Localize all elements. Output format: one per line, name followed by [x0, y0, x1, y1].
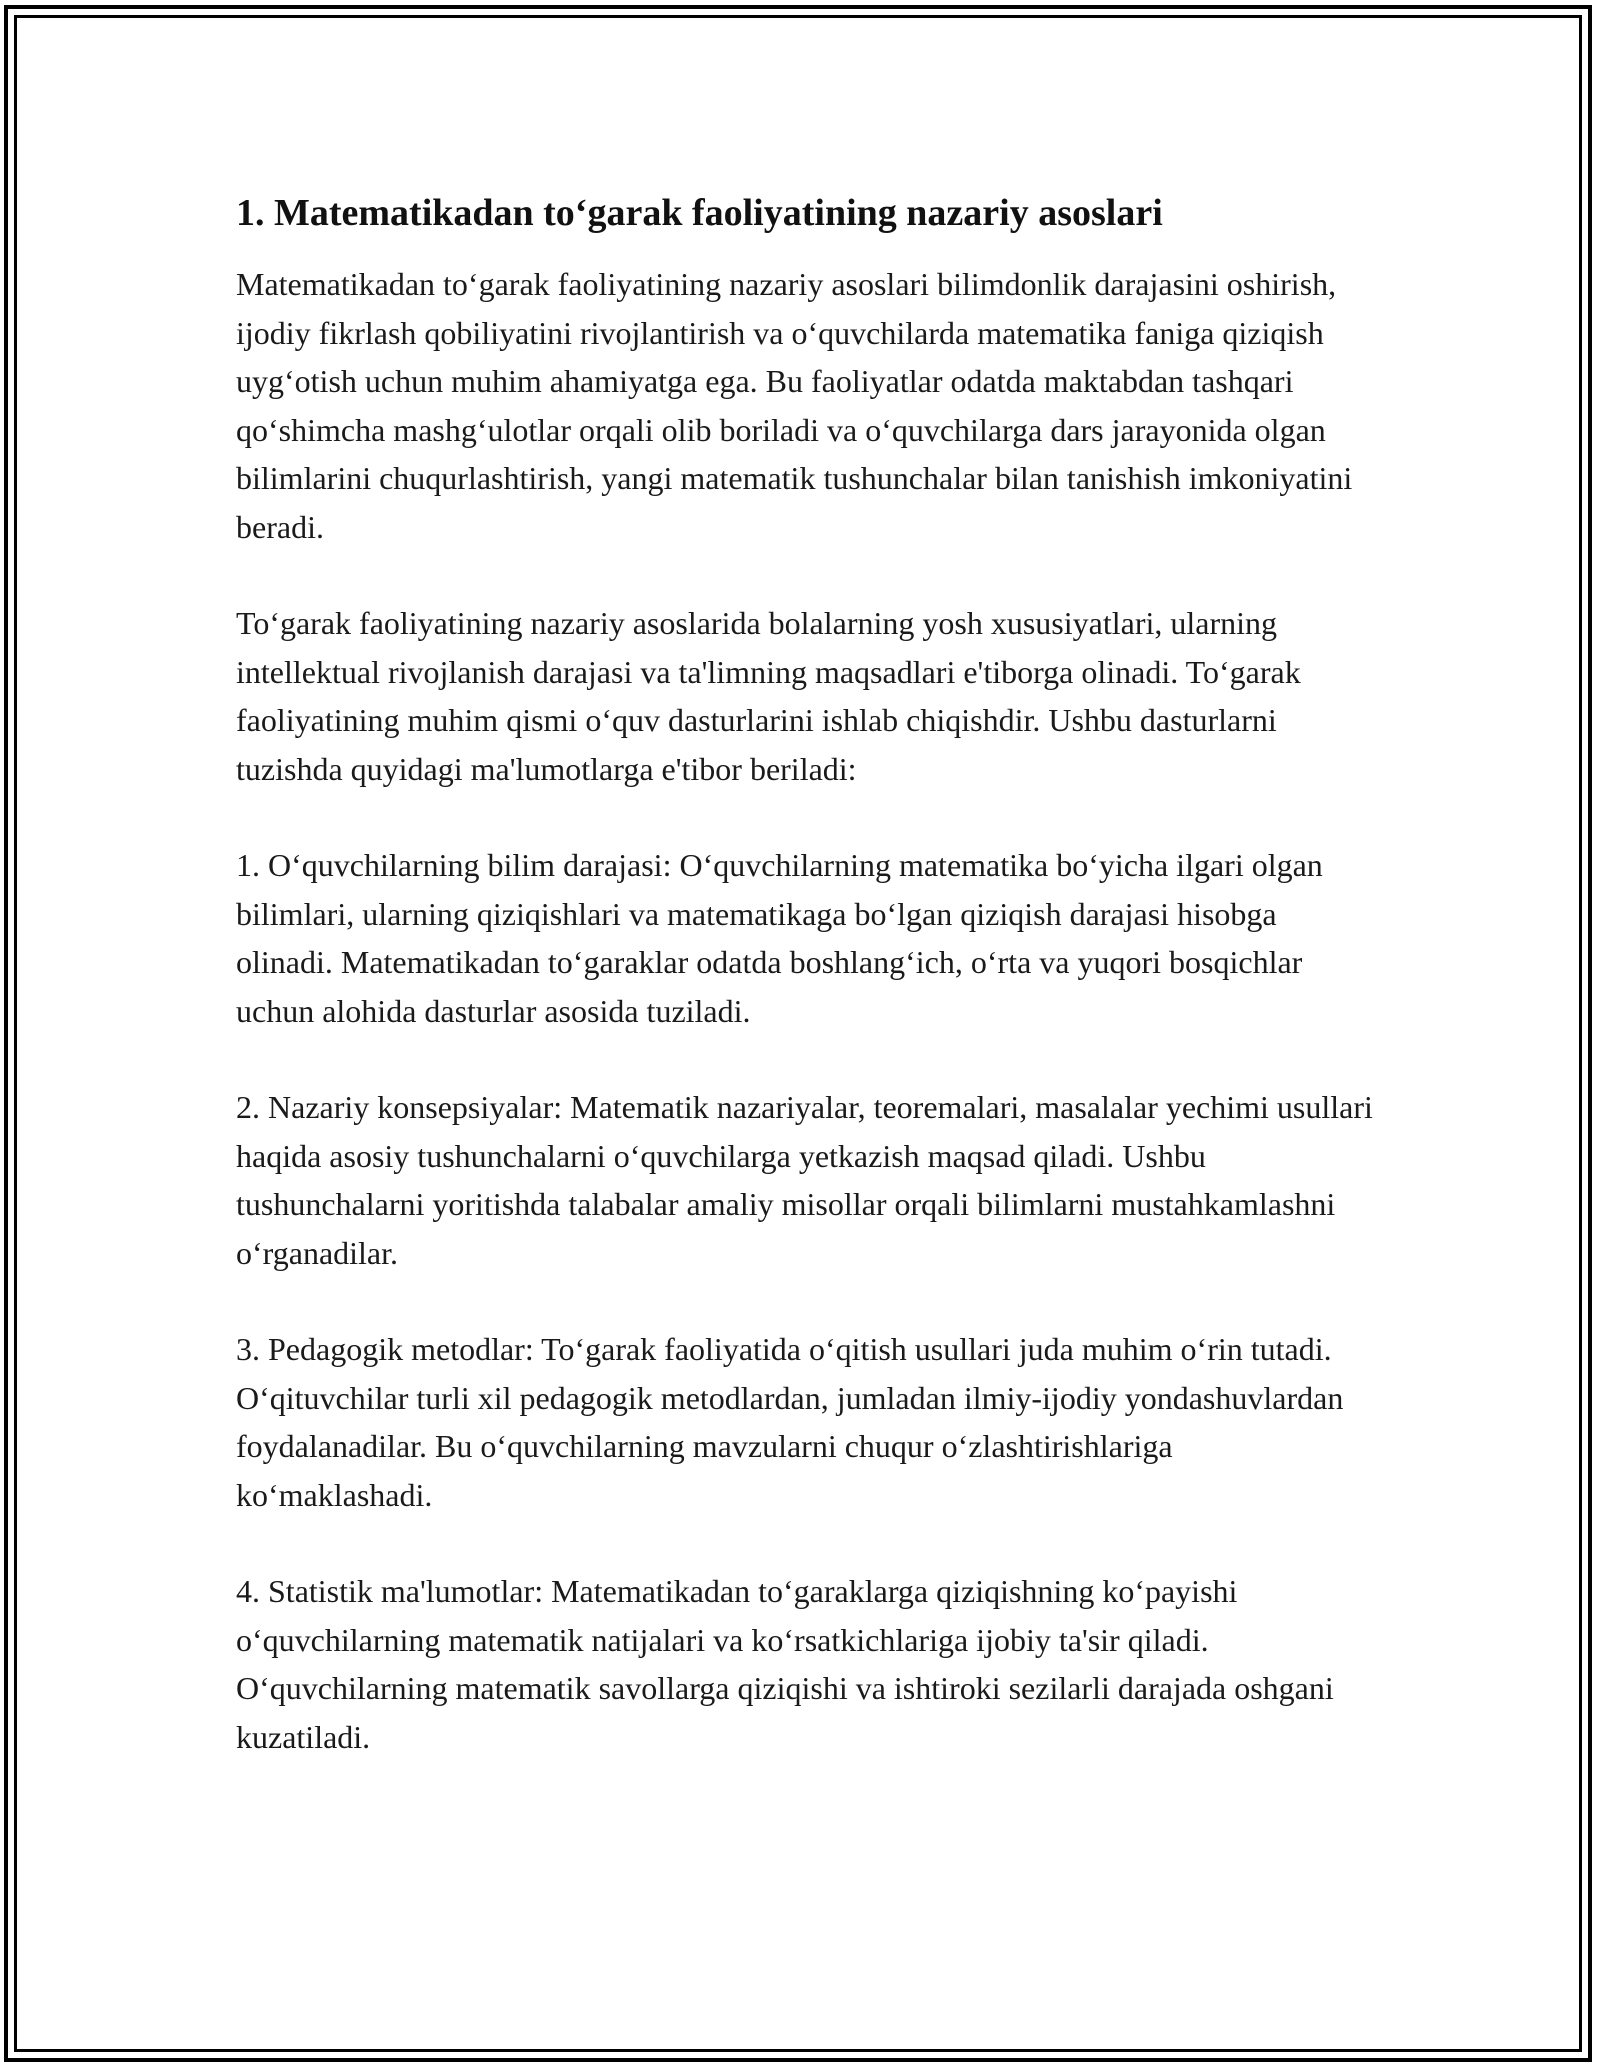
document-body — [236, 188, 1376, 1809]
section-heading: 1. Matematikadan to‘garak faoliyatining nazariy asoslari — [236, 192, 1163, 234]
paragraph-item-3: 3. Pedagogik metodlar: To‘garak faoliyatida o‘qitish usullari juda muhim o‘rin tutadi. O‘qituvchilar turli xil pedagogik metodlardan, jumladan ilmiy-ijodiy yondashuvlardan foydalanadilar. Bu o‘quvchilarning mavzularni chuqur o‘zlashtirishlariga ko‘maklashadi. — [236, 1331, 1344, 1513]
paragraph-intro: Matematikadan to‘garak faoliyatining nazariy asoslari bilimdonlik darajasini oshirish, ijodiy fikrlash qobiliyatini rivojlantirish va o‘quvchilarda matematika faniga qiziqish uyg‘otish uchun muhim ahamiyatga ega. Bu faoliyatlar odatda maktabdan tashqari qo‘shimcha mashg‘ulotlar orqali olib boriladi va o‘quvchilarga dars jarayonida olgan bilimlarini chuqurlashtirish, yangi matematik tushunchalar bilan tanishish imkoniyatini beradi. — [236, 266, 1353, 545]
paragraph-item-1: 1. O‘quvchilarning bilim darajasi: O‘quvchilarning matematika bo‘yicha ilgari olgan bilimlari, ularning qiziqishlari va matematikaga bo‘lgan qiziqish darajasi hisobga olinadi. Matematikadan to‘garaklar odatda boshlang‘ich, o‘rta va yuqori bosqichlar uchun alohida dasturlar asosida tuziladi. — [236, 847, 1323, 1029]
paragraph-item-4: 4. Statistik ma'lumotlar: Matematikadan to‘garaklarga qiziqishning ko‘payishi o‘quvchilarning matematik natijalari va ko‘rsatkichlariga ijobiy ta'sir qiladi. O‘quvchilarning matematik savollarga qiziqishi va ishtiroki sezilarli darajada oshgani kuzatiladi. — [236, 1573, 1334, 1755]
paragraph-item-2: 2. Nazariy konsepsiyalar: Matematik nazariyalar, teoremalari, masalalar yechimi usullari haqida asosiy tushunchalarni o‘quvchilarga yetkazish maqsad qiladi. Ushbu tushunchalarni yoritishda talabalar amaliy misollar orqali bilimlarni mustahkamlashni o‘rganadilar. — [236, 1089, 1373, 1271]
paragraph-theory-basis: To‘garak faoliyatining nazariy asoslarida bolalarning yosh xususiyatlari, ularning intellektual rivojlanish darajasi va ta'limning maqsadlari e'tiborga olinadi. To‘garak faoliyatining muhim qismi o‘quv dasturlarini ishlab chiqishdir. Ushbu dasturlarni tuzishda quyidagi ma'lumotlarga e'tibor beriladi: — [236, 605, 1301, 787]
